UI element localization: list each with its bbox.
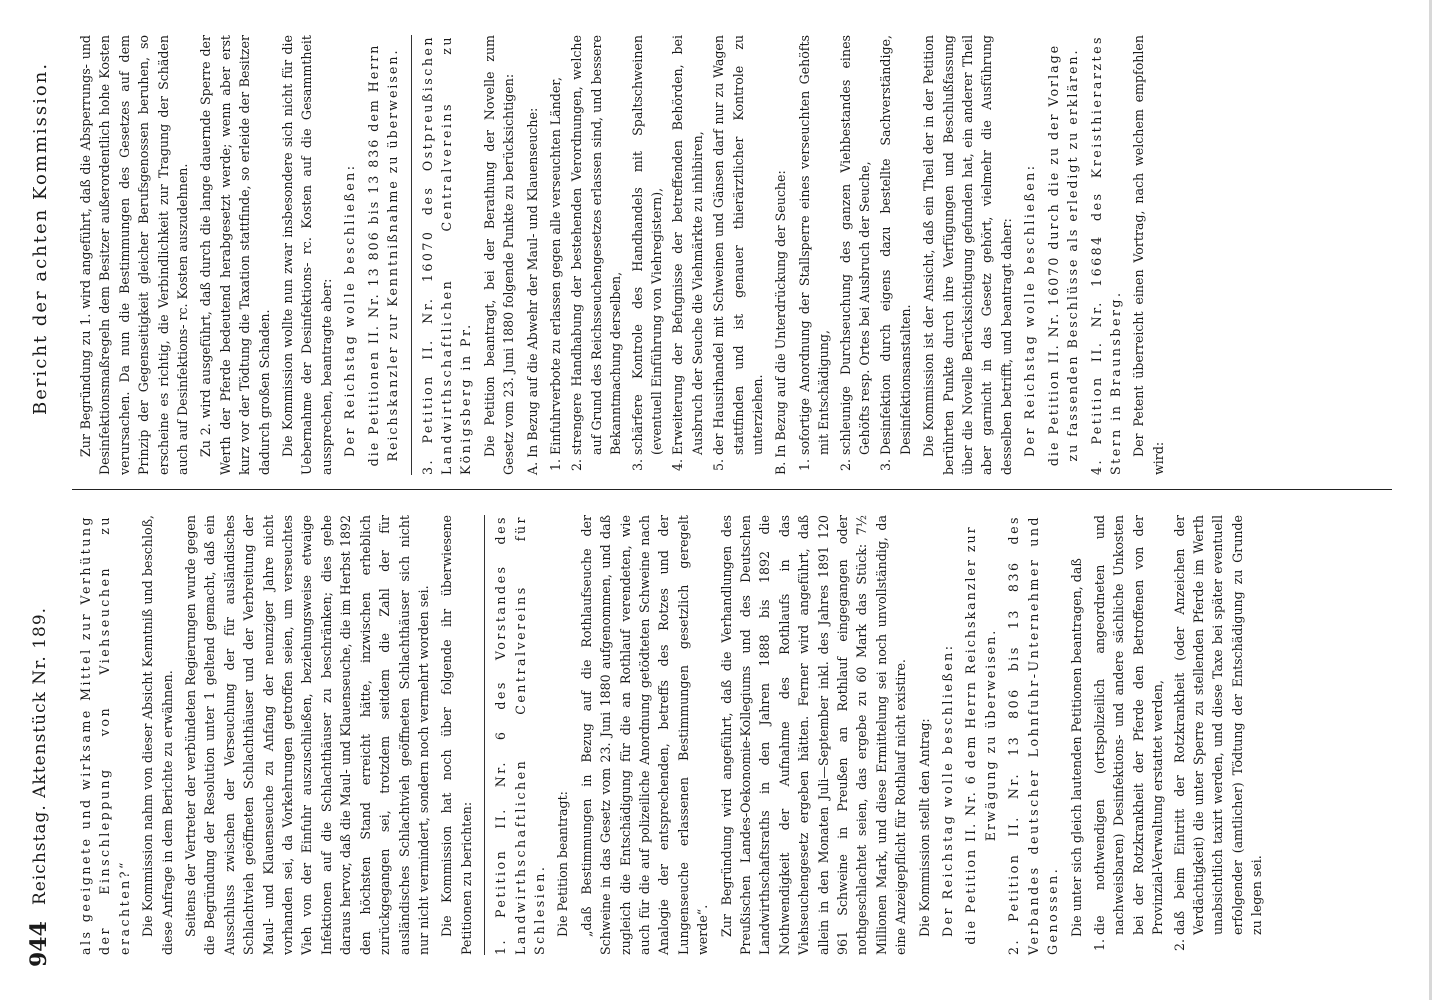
list-item: 5. der Hausirhandel mit Schweinen und Gänsen darf nur zu Wagen stattfinden und ist genauer thierärztlicher Kontrole zu unterziehen. xyxy=(709,35,767,455)
digitization-credit xyxy=(1398,10,1426,990)
petition-title: 3. Petition II. Nr. 16070 des Ostpreußischen Landwirthschaftlichen Centralvereins zu Königsberg in Pr. xyxy=(419,35,474,475)
list-item: 4. Erweiterung der Befugnisse der betreffenden Behörden, bei Ausbruch der Seuche die Viehmärkte zu inhibiren, xyxy=(668,35,707,455)
list-item: 1. die nothwendigen (ortspolizeilich angeordneten und nachweisbaren) Desinfektions- und andere sächliche Unkosten bei der Rotzkrankheit der Pferde den Betroffenen von der Provinzial-Verwaltung erstattet werden, xyxy=(1090,515,1168,935)
paragraph: Die Kommission wollte nun zwar insbesondere sich nicht für die Uebernahme der Desinfektions- rc. Kosten auf die Gesammtheit aussprechen, beantragte aber: xyxy=(280,35,334,475)
subsection-heading: B. In Bezug auf die Unterdrückung der Seuche: xyxy=(773,170,789,475)
paragraph: Die unter sich gleich lautenden Petitionen beantragen, daß xyxy=(1068,558,1084,937)
paragraph: Die Kommission hat noch über folgende ihr überwiesene Petitionen zu berichten: xyxy=(439,515,474,955)
paragraph: Die Petition beantragt: xyxy=(555,791,571,937)
paragraph: Seitens der Vertreter der verbündeten Regierungen wurde gegen die Begründung der Resolution unter 1 geltend gemacht, daß ein Ausschluss zwischen der Verseuchung der für ausländisches Schlachtvieh geöffneten Schlachthäuser und der Verbreitung der Maul- und Klauenseuche zu Anfang der neunziger Jahre nicht vorhanden sei, da Vorkehrungen getroffen seien, um verseuchtes Vieh von der Einfuhr auszuschließen, beziehungsweise etwaige Infektionen auf die Schlachthäuser zu beschränken; dies gehe daraus hervor, daß die Maul- und Klauenseuche, die im Herbst 1892 den höchsten Stand erreicht hätte, inzwischen erheblich zurückgegangen sei, trotzdem seitdem die Zahl der für ausländisches Schlachtvieh geöffneten Schlachthäuser sich nicht nur nicht vermindert, sondern noch vermehrt worden sei. xyxy=(183,515,431,955)
right-running-title: Bericht der achten Kommission. xyxy=(30,61,51,415)
paragraph: Die Petition beantragt, bei der Berathung der Novelle zum Gesetz vom 23. Juni 1880 folgende Punkte zu berücksichtigen: xyxy=(481,35,517,475)
list-item: 2. schleunige Durchseuchung des ganzen Viehbestandes eines Gehöfts resp. Ortes bei Ausbruch der Seuche, xyxy=(836,35,875,455)
paragraph: „daß Bestimmungen in Bezug auf die Rothlaufseuche der Schweine in das Gesetz vom 23. Juni 1880 aufgenommen, und daß zugleich die Entschädigung für die an Rothlauf verendeten, wie auch für die auf polizeiliche Anordnung getödteten Schweine nach Analogie der entsprechenden, betreffs des Rotzes und der Lungenseuche erlassenen Bestimmungen gesetzlich geregelt werde“. xyxy=(578,515,711,955)
paragraph: Die Kommission ist der Ansicht, daß ein Theil der in der Petition berührten Punkte durch ihre Verfügungen und Beschlußfassung über die Novelle Berücksichtigung gefunden hat, ein anderer Theil aber garnicht in das Gesetz gehört, vielmehr die Ausführung desselben betrifft, und beantragt daher: xyxy=(921,35,1014,475)
petition-title: 4. Petition II. Nr. 16684 des Kreisthierarztes Stern in Braunsberg. xyxy=(1088,35,1123,475)
resolution-heading: Der Reichstag wolle beschließen: xyxy=(1022,163,1038,457)
resolution-text: die Petition II. Nr. 6 dem Herrn Reichskanzler zur Erwägung zu überweisen. xyxy=(963,525,998,945)
rotated-document-page xyxy=(20,35,1400,975)
page-number: 944 xyxy=(26,921,52,967)
petition-title: 1. Petition II. Nr. 6 des Vorstandes des Landwirthschaftlichen Centralvereins für Schlesien. xyxy=(493,515,547,955)
list-item: 2. strengere Handhabung der bestehenden Verordnungen, welche auf Grund des Reichsseuchengesetzes erlassen sind, und bessere Bekanntmachung derselben, xyxy=(567,35,625,455)
paragraph: Der Petent überreicht einen Vortrag, nach welchem empfohlen wird: xyxy=(1131,35,1166,475)
paragraph: Die Kommission nahm von dieser Absicht Kenntniß und beschloß, diese Anfrage in dem Berichte zu erwähnen. xyxy=(140,515,175,955)
paragraph: Zu 2. wird ausgeführt, daß durch die lange dauernde Sperre der Werth der Pferde bedeutend herabgesetzt werde; wenn aber erst kurz vor der Tödtung die Taxation stattfinde, so erleide der Besitzer dadurch großen Schaden. xyxy=(198,35,272,475)
page-header xyxy=(20,35,66,975)
list-item: 3. Desinfektion durch eigens dazu bestellte Sachverständige, Desinfektionsanstalten. xyxy=(876,35,915,455)
paragraph: Zur Begründung wird angeführt, daß die Verhandlungen des Preußischen Landes-Oekonomie-Kollegiums und des Deutschen Landwirthschaftsraths in den Jahren 1888 bis 1892 die Nothwendigkeit der Aufnahme des Rothlaufs in das Viehseuchengesetz ergeben hätten. Ferner wird angeführt, daß allein in den Monaten Juli—September inkl. des Jahres 1891 120 961 Schweine in Preußen an Rothlauf eingegangen oder nothgeschlachtet seien, das ergebe zu 60 Mark das Stück: 7½ Millionen Mark, und diese Ermittelung sei noch unvollständig, da eine Anzeigepflicht für Rothlauf nicht existire. xyxy=(718,515,909,955)
left-running-title: Reichstag. Aktenstück Nr. 189. xyxy=(30,606,50,905)
section-rule xyxy=(484,515,485,955)
list-item: 3. schärfere Kontrole des Handhandels mit Spaltschweinen (eventuell Einführung von Viehregistern), xyxy=(628,35,667,455)
petition-title: 2. Petition II. Nr. 13 806 bis 13 836 des Verbandes deutscher Lohnfuhr-Unternehmer und Genossen. xyxy=(1006,515,1061,955)
right-column xyxy=(76,35,1172,475)
paragraph: als geeignete und wirksame Mittel zur Verhütung der Einschleppung von Viehseuchen zu erachten?“ xyxy=(78,515,132,955)
column-divider xyxy=(72,489,1392,490)
list-item: 1. Einfuhrverbote zu erlassen gegen alle verseuchten Länder, xyxy=(546,35,565,455)
resolution-heading: Der Reichstag wolle beschließen: xyxy=(940,643,956,937)
paragraph: Die Kommission stellt den Antrag: xyxy=(916,718,932,937)
list-item: 1. sofortige Anordnung der Stallsperre eines verseuchten Gehöfts mit Entschädigung, xyxy=(795,35,834,455)
left-column xyxy=(76,515,1271,955)
resolution-text: die Petition II. Nr. 16070 durch die zu der Vorlage zu fassenden Beschlüsse als erledigt zu erklären. xyxy=(1045,43,1081,467)
subsection-heading: A. In Bezug auf die Abwehr der Maul- und Klauenseuche: xyxy=(524,107,540,475)
resolution-heading: Der Reichstag wolle beschließen: xyxy=(342,163,358,457)
paragraph: Zur Begründung zu 1. wird angeführt, daß die Absperrungs- und Desinfektionsmaßregeln dem Besitzer außerordentlich hohe Kosten verursachen. Da nun die Bestimmungen des Gesetzes auf dem Prinzip der Gegenseitigkeit gleicher Berufsgenossen beruhen, so erscheine es richtig, die Verbindlichkeit zur Tragung der Schäden auch auf Desinfektions- rc. Kosten auszudehnen. xyxy=(78,35,191,475)
resolution-text: die Petitionen II. Nr. 13 806 bis 13 836 dem Herrn Reichskanzler zur Kenntnißnahme zu überweisen. xyxy=(365,43,401,467)
section-rule xyxy=(411,35,412,475)
list-item: 2. daß beim Eintritt der Rotzkrankheit (oder Anzeichen der Verdächtigkeit) die unter Sperre zu stellenden Pferde im Werth unabsichtlich taxirt werden, und diese Taxe bei später eventuell erfolgender (amtlicher) Tödtung der Entschädigung zu Grunde zu legen sei. xyxy=(1170,515,1267,935)
